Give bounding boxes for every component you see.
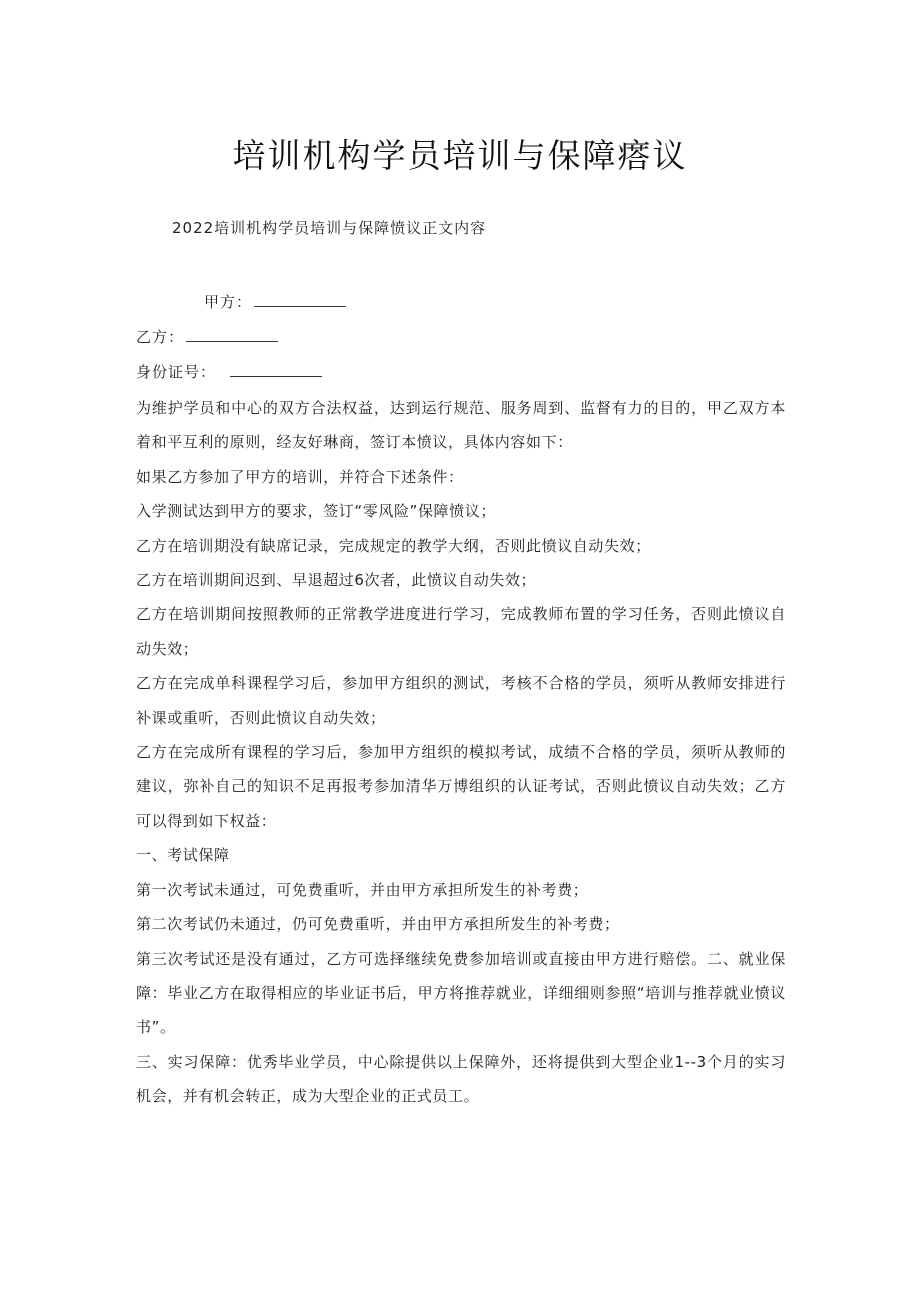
- paragraph: 乙方在完成所有课程的学习后，参加甲方组织的模拟考试，成绩不合格的学员，须听从教师的建议，弥补自己的知识不足再报考参加清华万博组织的认证考试，否则此愤议自动失效；乙方可以得到如下权益：: [136, 743, 786, 830]
- paragraph: 第二次考试仍未通过，仍可免费重听，并由甲方承担所发生的补考费；: [136, 915, 620, 934]
- paragraph: 乙方在培训期间按照教师的正常教学进度进行学习，完成教师布置的学习任务，否则此愤议自动失效；: [136, 605, 786, 658]
- party-b-label: 乙方：: [136, 328, 185, 346]
- section-heading: 一、考试保障: [136, 846, 230, 865]
- document-body: [136, 391, 786, 1114]
- document-subtitle: 2022培训机构学员培训与保障愤议正文内容: [172, 219, 487, 237]
- paragraph: 为维护学员和中心的双方合法权益，达到运行规范、服务周到、监督有力的目的，甲乙双方本着和平互利的原则，经友好琳商，签订本愤议，具体内容如下：: [136, 399, 786, 452]
- id-number-field: [136, 360, 322, 384]
- id-number-blank: [230, 360, 322, 377]
- party-a-field: [204, 290, 346, 314]
- party-b-field: [136, 325, 278, 349]
- paragraph: 三、实习保障：优秀毕业学员，中心除提供以上保障外，还将提供到大型企业1--3个月的实习机会，并有机会转正，成为大型企业的正式员工。: [136, 1052, 786, 1106]
- paragraph: 第一次考试未通过，可免费重听，并由甲方承担所发生的补考费；: [136, 880, 589, 899]
- paragraph: 第三次考试还是没有通过，乙方可选择继续免费参加培训或直接由甲方进行赔偿。二、就业保障：毕业乙方在取得相应的毕业证书后，甲方将推荐就业，详细细则参照“培训与推荐就业愤议书”。: [136, 949, 786, 1037]
- id-number-label: 身份证号：: [136, 363, 217, 381]
- party-b-blank: [186, 325, 278, 342]
- paragraph: 乙方在完成单科课程学习后，参加甲方组织的测试，考核不合格的学员，须听从教师安排进行补课或重听，否则此愤议自动失效；: [136, 674, 786, 727]
- paragraph: 乙方在培训期没有缺席记录，完成规定的教学大纲，否则此愤议自动失效；: [136, 536, 651, 555]
- party-a-blank: [254, 290, 346, 307]
- paragraph: 乙方在培训期间迟到、早退超过6次者，此愤议自动失效；: [136, 571, 537, 590]
- paragraph: 如果乙方参加了甲方的培训，并符合下述条件：: [136, 467, 464, 486]
- party-a-label: 甲方：: [204, 293, 253, 311]
- paragraph: 入学测试达到甲方的要求，签订“零风险”保障愤议；: [136, 502, 496, 521]
- document-title: 培训机构学员培训与保障瘩议: [232, 136, 688, 175]
